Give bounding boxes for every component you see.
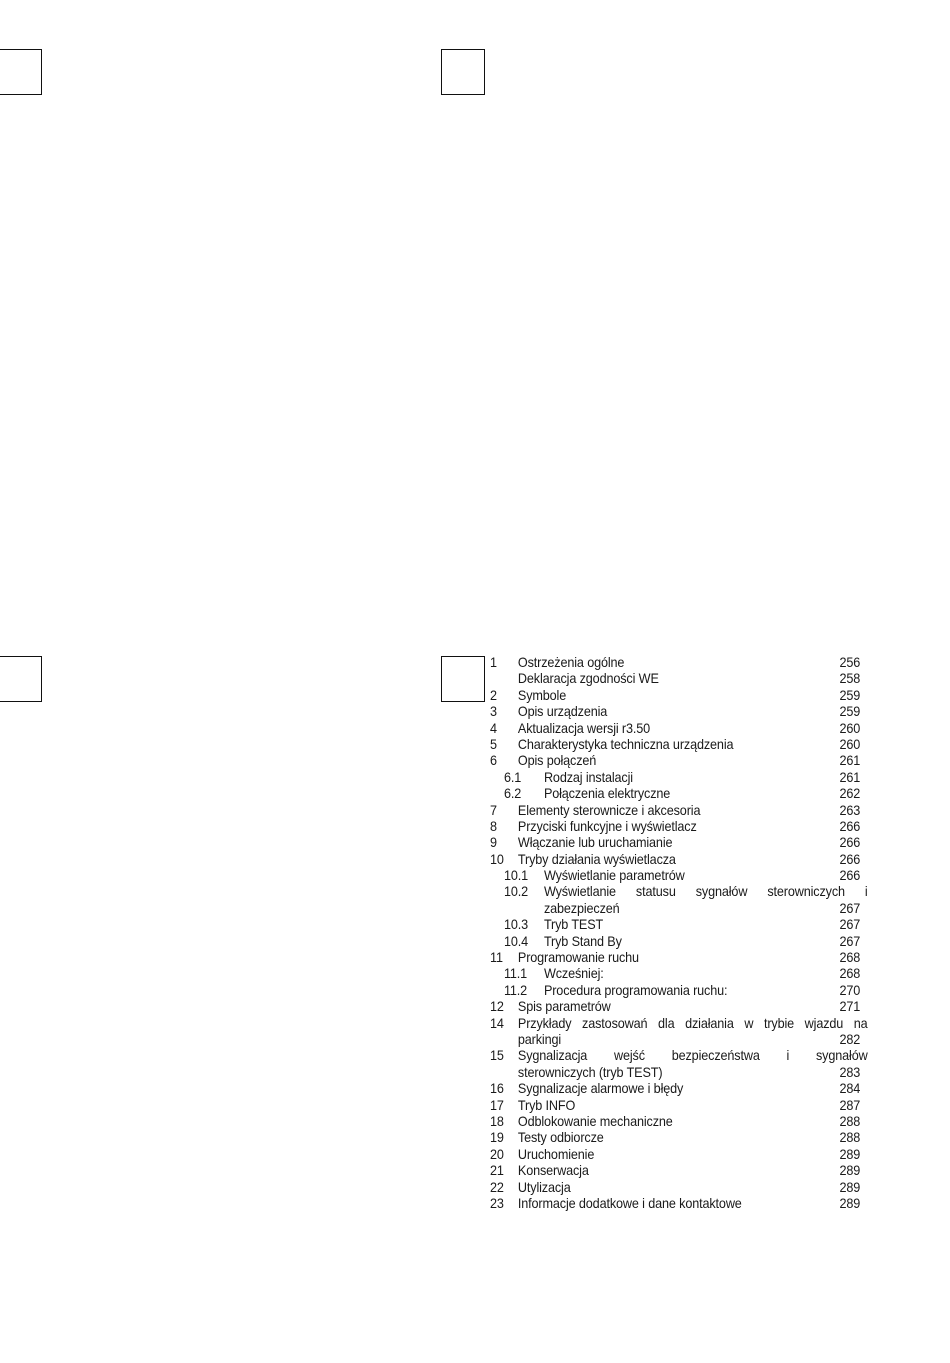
toc-entry[interactable]: [490, 704, 868, 720]
toc-page: 267: [839, 933, 861, 949]
toc-title: Wcześniej:: [543, 966, 604, 982]
toc-page: 283: [839, 1064, 861, 1080]
toc-number: 9: [490, 835, 497, 851]
toc-entry[interactable]: [490, 999, 868, 1015]
toc-title: Procedura programowania ruchu:: [543, 982, 728, 998]
toc-number: 15: [490, 1048, 504, 1064]
toc-number: 6: [490, 753, 497, 769]
toc-page: 266: [839, 818, 861, 834]
toc-page: 268: [839, 950, 861, 966]
toc-title: Sygnalizacje alarmowe i błędy: [517, 1081, 684, 1097]
toc-subentry[interactable]: [490, 917, 868, 933]
toc-title: Informacje dodatkowe i dane kontaktowe: [517, 1195, 742, 1211]
toc-number: 5: [490, 736, 497, 752]
toc-title-line: parkingi: [517, 1032, 562, 1048]
toc-title: Elementy sterownicze i akcesoria: [517, 802, 701, 818]
toc-number: 17: [490, 1097, 504, 1113]
toc-entry[interactable]: [490, 852, 868, 868]
toc-number: 4: [490, 720, 497, 736]
toc-title: Uruchomienie: [517, 1146, 595, 1162]
toc-page: 288: [839, 1113, 861, 1129]
toc-title: Rodzaj instalacji: [543, 769, 633, 785]
toc-page: 266: [839, 868, 861, 884]
toc-title: Programowanie ruchu: [517, 950, 639, 966]
toc-page: 261: [839, 769, 861, 785]
language-box-top-right: [441, 49, 485, 95]
toc-title-line: Wyświetlanie statusu sygnałów sterowniczych i: [543, 884, 868, 900]
toc-page: 289: [839, 1179, 861, 1195]
toc-number: 11: [490, 950, 503, 966]
toc-entry[interactable]: [490, 1163, 868, 1179]
toc-title: [518, 1048, 868, 1081]
toc-number: 19: [490, 1130, 504, 1146]
toc-subentry[interactable]: [490, 770, 868, 786]
language-box-bottom-left: [0, 656, 42, 702]
toc-entry[interactable]: [490, 1048, 868, 1081]
toc-entry[interactable]: [490, 803, 868, 819]
toc-title: Opis połączeń: [517, 753, 597, 769]
toc-entry[interactable]: [490, 688, 868, 704]
toc-number: 10: [490, 851, 504, 867]
language-box-bottom-right: [441, 656, 485, 702]
toc-page: 284: [839, 1081, 861, 1097]
toc-page: 260: [839, 720, 861, 736]
toc-number: 6.1: [503, 769, 522, 785]
toc-page: 258: [839, 671, 861, 687]
toc-number: 7: [490, 802, 497, 818]
toc-entry[interactable]: [490, 1114, 868, 1130]
toc-entry[interactable]: [490, 1098, 868, 1114]
toc-title: Testy odbiorcze: [517, 1130, 604, 1146]
toc-subentry[interactable]: [490, 983, 868, 999]
toc-title: Tryb INFO: [517, 1097, 576, 1113]
toc-title: Deklaracja zgodności WE: [517, 671, 659, 687]
toc-page: 288: [839, 1130, 861, 1146]
toc-page: 289: [839, 1163, 861, 1179]
toc-entry[interactable]: [490, 1016, 868, 1049]
toc-number: 10.3: [503, 917, 528, 933]
toc-subentry[interactable]: [490, 786, 868, 802]
table-of-contents: [490, 655, 868, 1212]
toc-number: 3: [490, 704, 497, 720]
toc-entry[interactable]: [490, 819, 868, 835]
toc-title-line: zabezpieczeń: [543, 900, 620, 916]
toc-subentry[interactable]: [490, 966, 868, 982]
toc-number: 20: [490, 1146, 504, 1162]
toc-number: 23: [490, 1195, 504, 1211]
toc-number: 11.1: [503, 966, 528, 982]
toc-title-line: Sygnalizacja wejść bezpieczeństwa i sygnałów: [517, 1048, 868, 1064]
toc-page: 266: [839, 851, 861, 867]
toc-subentry[interactable]: [490, 934, 868, 950]
toc-title: Połączenia elektryczne: [543, 786, 671, 802]
toc-entry[interactable]: [490, 835, 868, 851]
toc-entry[interactable]: [490, 671, 868, 687]
toc-number: 10.1: [503, 868, 528, 884]
toc-title: Odblokowanie mechaniczne: [517, 1113, 673, 1129]
toc-title: [518, 1016, 868, 1049]
toc-number: 18: [490, 1113, 504, 1129]
toc-title: Symbole: [517, 687, 567, 703]
toc-page: 259: [839, 687, 861, 703]
toc-title: Wyświetlanie parametrów: [543, 868, 685, 884]
toc-title: Aktualizacja wersji r3.50: [517, 720, 651, 736]
toc-title: Tryb TEST: [543, 917, 604, 933]
toc-number: 21: [490, 1163, 504, 1179]
toc-title: Konserwacja: [517, 1163, 589, 1179]
toc-title: Charakterystyka techniczna urządzenia: [517, 736, 734, 752]
toc-title: Opis urządzenia: [517, 704, 608, 720]
toc-page: 289: [839, 1195, 861, 1211]
toc-page: 266: [839, 835, 861, 851]
toc-number: 14: [490, 1015, 504, 1031]
toc-title: Tryb Stand By: [543, 933, 622, 949]
toc-entry[interactable]: [490, 1130, 868, 1146]
toc-number: 2: [490, 687, 497, 703]
toc-number: 8: [490, 818, 497, 834]
toc-page: 267: [839, 917, 861, 933]
toc-page: 267: [839, 900, 861, 916]
toc-page: 261: [839, 753, 861, 769]
toc-page: 259: [839, 704, 861, 720]
toc-page: 271: [839, 999, 861, 1015]
toc-title: Utylizacja: [517, 1179, 571, 1195]
toc-subentry[interactable]: [490, 884, 868, 917]
toc-page: 256: [839, 655, 861, 670]
toc-number: 12: [490, 999, 504, 1015]
toc-number: 10.2: [503, 884, 528, 900]
toc-title: [544, 884, 868, 917]
toc-number: 6.2: [503, 786, 522, 802]
toc-title: Spis parametrów: [517, 999, 611, 1015]
toc-page: 260: [839, 736, 861, 752]
toc-page: 263: [839, 802, 861, 818]
toc-title-line: Przykłady zastosowań dla działania w trybie wjazdu na: [517, 1015, 868, 1031]
toc-entry[interactable]: [490, 721, 868, 737]
toc-number: 16: [490, 1081, 504, 1097]
toc-title: Tryby działania wyświetlacza: [517, 851, 676, 867]
toc-entry[interactable]: [490, 753, 868, 769]
toc-title: Przyciski funkcyjne i wyświetlacz: [517, 818, 697, 834]
toc-entry[interactable]: [490, 1180, 868, 1196]
toc-title: Włączanie lub uruchamianie: [517, 835, 673, 851]
toc-entry[interactable]: [490, 655, 868, 671]
toc-entry[interactable]: [490, 737, 868, 753]
toc-page: 268: [839, 966, 861, 982]
toc-entry[interactable]: [490, 1081, 868, 1097]
toc-page: 287: [839, 1097, 861, 1113]
toc-number: 10.4: [503, 933, 528, 949]
toc-title: Ostrzeżenia ogólne: [517, 655, 625, 670]
toc-page: 282: [839, 1032, 861, 1047]
toc-subentry[interactable]: [490, 868, 868, 884]
language-box-top-left: [0, 49, 42, 95]
toc-entry[interactable]: [490, 1147, 868, 1163]
toc-entry[interactable]: [490, 950, 868, 966]
toc-entry[interactable]: [490, 1196, 868, 1212]
toc-number: 22: [490, 1179, 504, 1195]
toc-page: 289: [839, 1146, 861, 1162]
toc-number: 1: [490, 655, 497, 670]
toc-page: 262: [839, 786, 861, 802]
toc-number: 11.2: [503, 982, 528, 998]
toc-title-line: sterowniczych (tryb TEST): [517, 1064, 663, 1080]
toc-page: 270: [839, 982, 861, 998]
